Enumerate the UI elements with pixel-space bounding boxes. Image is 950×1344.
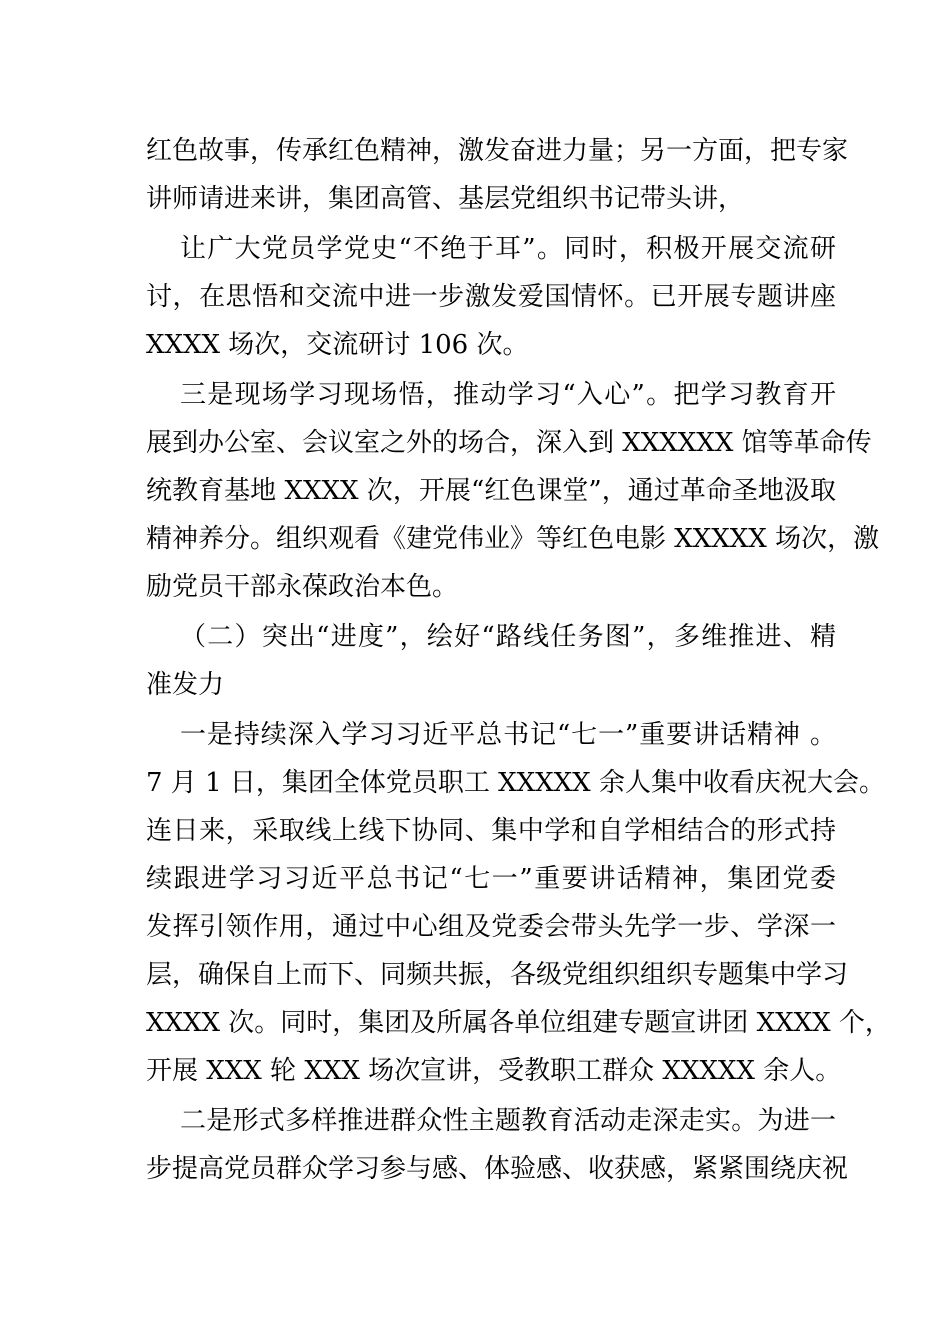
- document-body: [146, 127, 891, 1193]
- section-heading-line: （二）突出“进度”，绘好“路线任务图”，多维推进、精: [180, 622, 836, 652]
- paragraph-line: 讨，在思悟和交流中进一步激发爱国情怀。已开展专题讲座: [146, 282, 836, 312]
- section-heading-line: 准发力: [146, 670, 225, 700]
- paragraph-line: 一是持续深入学习习近平总书记“七一”重要讲话精神 。: [180, 720, 836, 750]
- paragraph-line: 发挥引领作用，通过中心组及党委会带头先学一步、学深一: [146, 912, 836, 942]
- paragraph-line: 续跟进学习习近平总书记“七一”重要讲话精神，集团党委: [146, 864, 836, 894]
- paragraph-line: 二是形式多样推进群众性主题教育活动走深走实。为进一: [180, 1106, 836, 1136]
- paragraph-line: 红色故事，传承红色精神，激发奋进力量；另一方面，把专家: [146, 136, 849, 166]
- paragraph-line: 励党员干部永葆政治本色。: [146, 572, 459, 602]
- paragraph-line: XXXX 场次，交流研讨 106 次。: [146, 330, 529, 360]
- paragraph-line: 步提高党员群众学习参与感、体验感、收获感，紧紧围绕庆祝: [146, 1154, 849, 1184]
- paragraph-line: XXXX 次。同时，集团及所属各单位组建专题宣讲团 XXXX 个，: [146, 1008, 891, 1038]
- paragraph-line: 连日来，采取线上线下协同、集中学和自学相结合的形式持: [146, 816, 836, 846]
- paragraph-line: 精神养分。组织观看《建党伟业》等红色电影 XXXXX 场次，激: [146, 524, 880, 554]
- paragraph-line: 开展 XXX 轮 XXX 场次宣讲，受教职工群众 XXXXX 余人。: [146, 1056, 842, 1086]
- paragraph-line: 7 月 1 日，集团全体党员职工 XXXXX 余人集中收看庆祝大会。: [146, 768, 885, 798]
- paragraph-line: 层，确保自上而下、同频共振，各级党组织组织专题集中学习: [146, 960, 849, 990]
- paragraph-line: 展到办公室、会议室之外的场合，深入到 XXXXXX 馆等革命传: [146, 428, 872, 458]
- paragraph-line: 三是现场学习现场悟，推动学习“入心”。把学习教育开: [180, 380, 836, 410]
- paragraph-line: 统教育基地 XXXX 次，开展“红色课堂”，通过革命圣地汲取: [146, 476, 836, 506]
- paragraph-line: 讲师请进来讲，集团高管、基层党组织书记带头讲，: [146, 184, 745, 214]
- paragraph-line: 让广大党员学党史“不绝于耳”。同时，积极开展交流研: [180, 234, 836, 264]
